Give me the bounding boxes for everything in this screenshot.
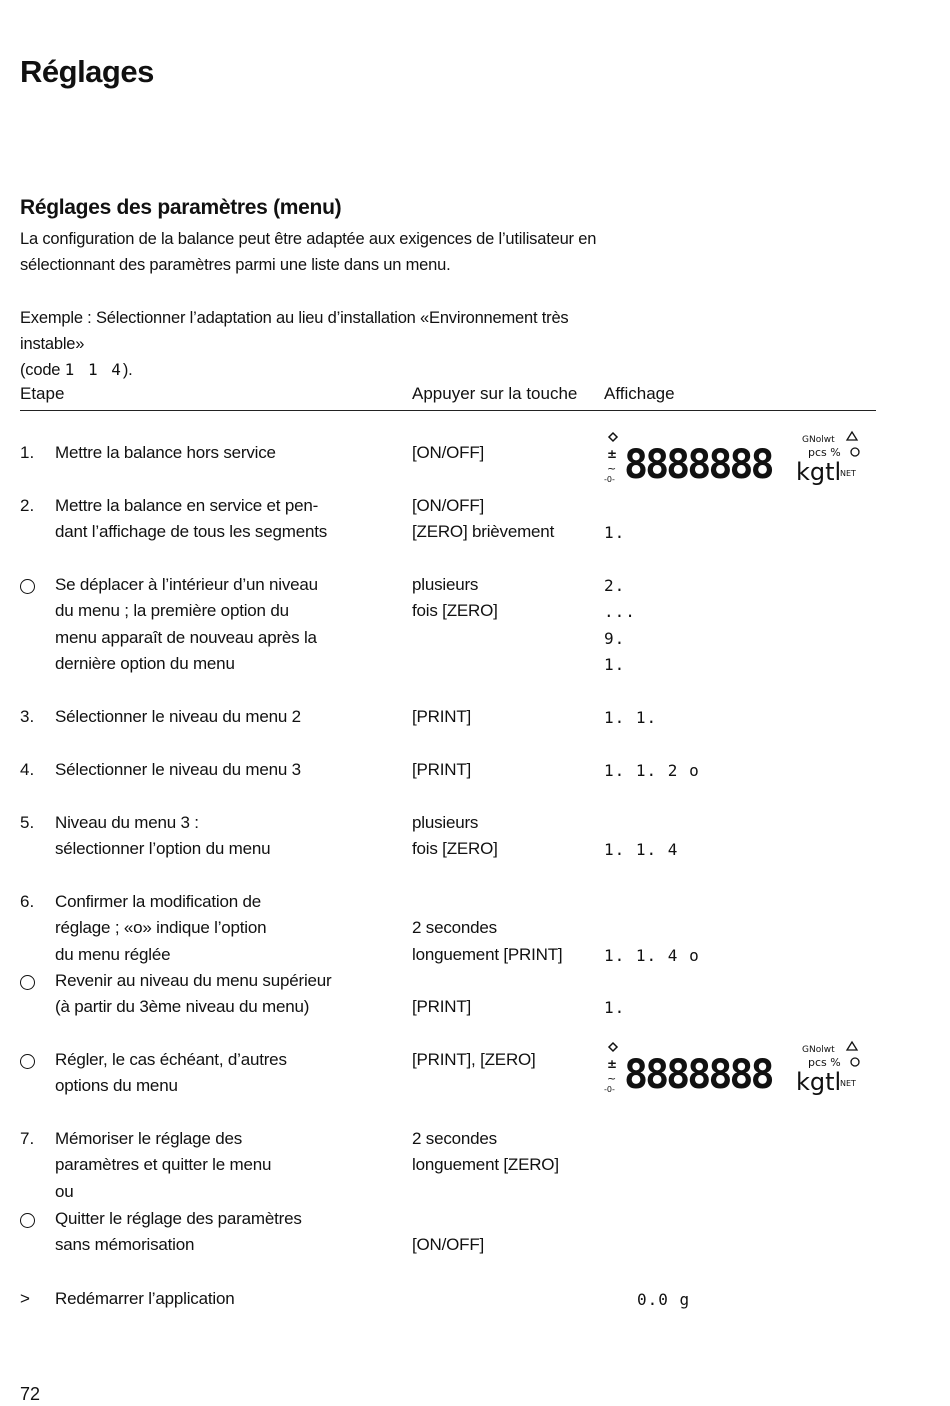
key-instruction: [PRINT], [ZERO] — [412, 1050, 536, 1069]
display-readout: 1. — [604, 523, 626, 543]
lcd-left-symbols — [604, 1043, 617, 1094]
svg-text:~: ~ — [607, 1072, 617, 1085]
svg-text:~: ~ — [607, 462, 617, 475]
step-description: sans mémorisation — [55, 1235, 195, 1255]
svg-text:±: ± — [607, 1057, 618, 1071]
example-suffix: ). — [122, 361, 133, 379]
key-instruction: plusieurs — [412, 575, 479, 594]
step-description: (à partir du 3ème niveau du menu) — [55, 997, 310, 1017]
key-instruction: longuement [PRINT] — [412, 944, 563, 964]
lcd-digits: 8888888 — [624, 442, 772, 486]
key-instruction: [ON/OFF] — [412, 496, 485, 515]
stability-icon — [851, 448, 859, 456]
step-description: Confirmer la modification de — [55, 892, 262, 911]
step-description: dant l’affichage de tous les segments — [55, 522, 328, 542]
example-code: 1 1 4 — [64, 360, 123, 379]
lcd-digits: 8888888 — [624, 1052, 772, 1096]
step-number: 4. — [20, 760, 35, 779]
step-description: ou — [55, 1181, 74, 1201]
page-title: Réglages — [20, 54, 154, 89]
lcd-left-symbols — [604, 433, 617, 484]
step-number: > — [20, 1289, 30, 1308]
step-description: Sélectionner le niveau du menu 2 — [55, 707, 301, 726]
warning-triangle-icon — [847, 1042, 857, 1050]
step-description: Mémoriser le réglage des — [55, 1129, 243, 1148]
key-instruction: fois [ZERO] — [412, 601, 498, 621]
header-display: Affichage — [604, 384, 675, 403]
step-description: Sélectionner le niveau du menu 3 — [55, 760, 301, 779]
svg-text:±: ± — [607, 447, 618, 461]
step-description: paramètres et quitter le menu — [55, 1155, 272, 1175]
intro-line-2: sélectionnant des paramètres parmi une liste dans un menu. — [20, 256, 451, 274]
bullet-circle-icon — [20, 975, 35, 990]
key-instruction: [PRINT] — [412, 707, 472, 726]
step-number: 3. — [20, 707, 35, 726]
lcd-net: NET — [840, 1079, 856, 1088]
step-description: du menu réglée — [55, 944, 171, 964]
lcd-units: kgtl — [796, 458, 842, 486]
step-description: Se déplacer à l’intérieur d’un niveau — [55, 575, 318, 594]
bullet-circle-icon — [20, 579, 35, 594]
lcd-small-top: GNolwt — [802, 435, 835, 445]
key-instruction: plusieurs — [412, 813, 479, 832]
key-instruction: [PRINT] — [412, 760, 472, 779]
display-readout: 1. — [604, 998, 626, 1018]
key-instruction: 2 secondes — [412, 1129, 497, 1148]
lcd-full-display-icon — [604, 1038, 864, 1096]
step-description: Niveau du menu 3 : — [55, 813, 199, 832]
step-number: 1. — [20, 443, 35, 462]
bullet-circle-icon — [20, 1213, 35, 1228]
key-instruction: [ON/OFF] — [412, 443, 485, 462]
key-instruction: [ZERO] brièvement — [412, 522, 555, 542]
display-readout: 1. 1. 4 o — [604, 945, 700, 965]
key-instruction: longuement [ZERO] — [412, 1155, 559, 1175]
example-prefix: (code — [20, 361, 61, 379]
step-description: menu apparaît de nouveau après la — [55, 627, 317, 647]
svg-text:-0-: -0- — [604, 1085, 615, 1094]
lcd-units: kgtl — [796, 1068, 842, 1096]
section-title: Réglages des paramètres (menu) — [20, 196, 342, 219]
svg-text:-0-: -0- — [604, 475, 615, 484]
step-description: dernière option du menu — [55, 653, 235, 673]
example-paragraph — [20, 305, 600, 383]
lcd-full-display-icon — [604, 428, 864, 486]
example-line-1: Exemple : Sélectionner l’adaptation au lieu d’installation «Environnement très instable» — [20, 309, 569, 353]
lcd-small-mid: pcs % — [808, 446, 841, 459]
key-instruction: [PRINT] — [412, 997, 472, 1017]
intro-paragraph — [20, 226, 600, 278]
display-readout: 9. — [604, 628, 626, 648]
page-number: 72 — [20, 1384, 41, 1404]
step-description: Redémarrer l’application — [55, 1289, 235, 1308]
intro-line-1: La configuration de la balance peut être adaptée aux exigences de l’utilisateur en — [20, 230, 597, 248]
lcd-net: NET — [840, 469, 856, 478]
lcd-small-top: GNolwt — [802, 1045, 835, 1055]
display-readout: 2. — [604, 576, 626, 595]
warning-triangle-icon — [847, 432, 857, 440]
step-description: Mettre la balance hors service — [55, 443, 276, 462]
header-step: Etape — [20, 384, 65, 403]
display-readout: 1. — [604, 654, 626, 674]
step-number: 6. — [20, 892, 35, 911]
step-description: sélectionner l’option du menu — [55, 839, 271, 859]
key-instruction: 2 secondes — [412, 918, 497, 938]
stability-icon — [851, 1058, 859, 1066]
header-rule — [20, 410, 876, 411]
bullet-circle-icon — [20, 1054, 35, 1069]
step-description: Revenir au niveau du menu supérieur — [55, 971, 332, 990]
step-description: Mettre la balance en service et pen- — [55, 496, 319, 515]
display-readout: ... — [604, 602, 636, 622]
display-readout: 0.0 g — [637, 1290, 691, 1309]
display-readout: 1. 1. — [604, 708, 658, 727]
step-description: réglage ; «o» indique l’option — [55, 918, 267, 938]
display-readout: 1. 1. 4 — [604, 840, 679, 860]
step-number: 2. — [20, 496, 35, 515]
example-line-2 — [20, 357, 600, 383]
step-description: Régler, le cas échéant, d’autres — [55, 1050, 287, 1069]
lcd-small-mid: pcs % — [808, 1056, 841, 1069]
display-readout: 1. 1. 2 o — [604, 761, 700, 780]
step-number: 5. — [20, 813, 35, 832]
step-description: options du menu — [55, 1076, 178, 1096]
header-key: Appuyer sur la touche — [412, 384, 578, 403]
key-instruction: [ON/OFF] — [412, 1235, 485, 1255]
step-description: du menu ; la première option du — [55, 601, 289, 621]
step-description: Quitter le réglage des paramètres — [55, 1209, 302, 1228]
step-number: 7. — [20, 1129, 35, 1148]
key-instruction: fois [ZERO] — [412, 839, 498, 859]
